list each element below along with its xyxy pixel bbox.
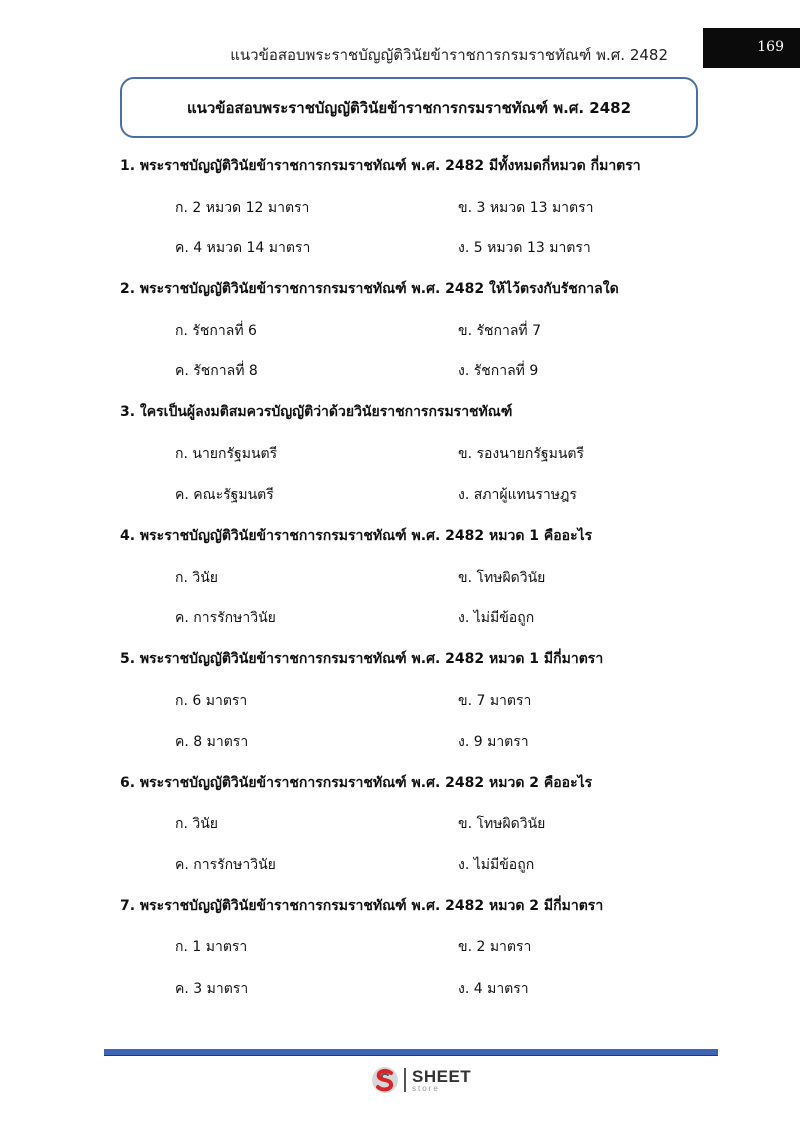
choice-b: ข. 3 หมวด 13 มาตรา — [458, 200, 594, 216]
choice-d: ง. ไม่มีข้อถูก — [458, 610, 535, 626]
choice-c: ค. รัชกาลที่ 8 — [175, 363, 258, 379]
question-text: 4. พระราชบัญญัติวินัยข้าราชการกรมราชทัณฑ์ พ.ศ. 2482 หมวด 1 คืออะไร — [120, 528, 593, 544]
logo-subtitle: store — [412, 1083, 440, 1093]
choice-a: ก. นายกรัฐมนตรี — [175, 446, 278, 462]
question-text: 6. พระราชบัญญัติวินัยข้าราชการกรมราชทัณฑ์ พ.ศ. 2482 หมวด 2 คืออะไร — [120, 775, 593, 791]
choice-a: ก. วินัย — [175, 816, 219, 832]
choice-b: ข. รัชกาลที่ 7 — [458, 323, 541, 339]
choice-a: ก. 6 มาตรา — [175, 693, 248, 709]
choice-d: ง. ไม่มีข้อถูก — [458, 857, 535, 873]
footer-rule — [104, 1049, 718, 1056]
choice-d: ง. 5 หมวด 13 มาตรา — [458, 240, 591, 256]
question-text: 2. พระราชบัญญัติวินัยข้าราชการกรมราชทัณฑ์ พ.ศ. 2482 ให้ไว้ตรงกับรัชกาลใด — [120, 281, 619, 297]
choice-c: ค. การรักษาวินัย — [175, 857, 276, 873]
choice-d: ง. 9 มาตรา — [458, 734, 529, 750]
choice-d: ง. 4 มาตรา — [458, 981, 529, 997]
page-title: แนวข้อสอบพระราชบัญญัติวินัยข้าราชการกรมราชทัณฑ์ พ.ศ. 2482 — [186, 98, 632, 117]
question-text: 3. ใครเป็นผู้ลงมติสมควรบัญญัติว่าด้วยวินัยราชการกรมราชทัณฑ์ — [120, 404, 513, 420]
logo-text — [412, 1068, 471, 1093]
choice-b: ข. รองนายกรัฐมนตรี — [458, 446, 584, 462]
running-header: แนวข้อสอบพระราชบัญญัติวินัยข้าราชการกรมราชทัณฑ์ พ.ศ. 2482 — [230, 46, 668, 64]
logo-divider — [404, 1068, 406, 1092]
choice-d: ง. สภาผู้แทนราษฎร — [458, 487, 577, 503]
page-number-box — [703, 28, 800, 68]
choice-c: ค. การรักษาวินัย — [175, 610, 276, 626]
logo-brand: SHEET — [412, 1066, 472, 1086]
question-text: 5. พระราชบัญญัติวินัยข้าราชการกรมราชทัณฑ์ พ.ศ. 2482 หมวด 1 มีกี่มาตรา — [120, 651, 604, 667]
choice-a: ก. วินัย — [175, 570, 219, 586]
choice-b: ข. โทษผิดวินัย — [458, 816, 546, 832]
choice-b: ข. 2 มาตรา — [458, 939, 532, 955]
choice-a: ก. รัชกาลที่ 6 — [175, 323, 257, 339]
choice-c: ค. 3 มาตรา — [175, 981, 249, 997]
page-number: 169 — [757, 39, 784, 55]
title-box — [120, 77, 698, 138]
footer-logo — [370, 1063, 490, 1097]
choice-a: ก. 2 หมวด 12 มาตรา — [175, 200, 310, 216]
question-text: 1. พระราชบัญญัติวินัยข้าราชการกรมราชทัณฑ์ พ.ศ. 2482 มีทั้งหมดกี่หมวด กี่มาตรา — [120, 158, 641, 174]
choice-c: ค. 8 มาตรา — [175, 734, 249, 750]
choice-c: ค. คณะรัฐมนตรี — [175, 487, 274, 503]
sheet-store-logo-icon — [370, 1065, 400, 1095]
choice-c: ค. 4 หมวด 14 มาตรา — [175, 240, 311, 256]
choice-d: ง. รัชกาลที่ 9 — [458, 363, 539, 379]
choice-a: ก. 1 มาตรา — [175, 939, 248, 955]
choice-b: ข. โทษผิดวินัย — [458, 570, 546, 586]
question-text: 7. พระราชบัญญัติวินัยข้าราชการกรมราชทัณฑ์ พ.ศ. 2482 หมวด 2 มีกี่มาตรา — [120, 898, 604, 914]
choice-b: ข. 7 มาตรา — [458, 693, 532, 709]
